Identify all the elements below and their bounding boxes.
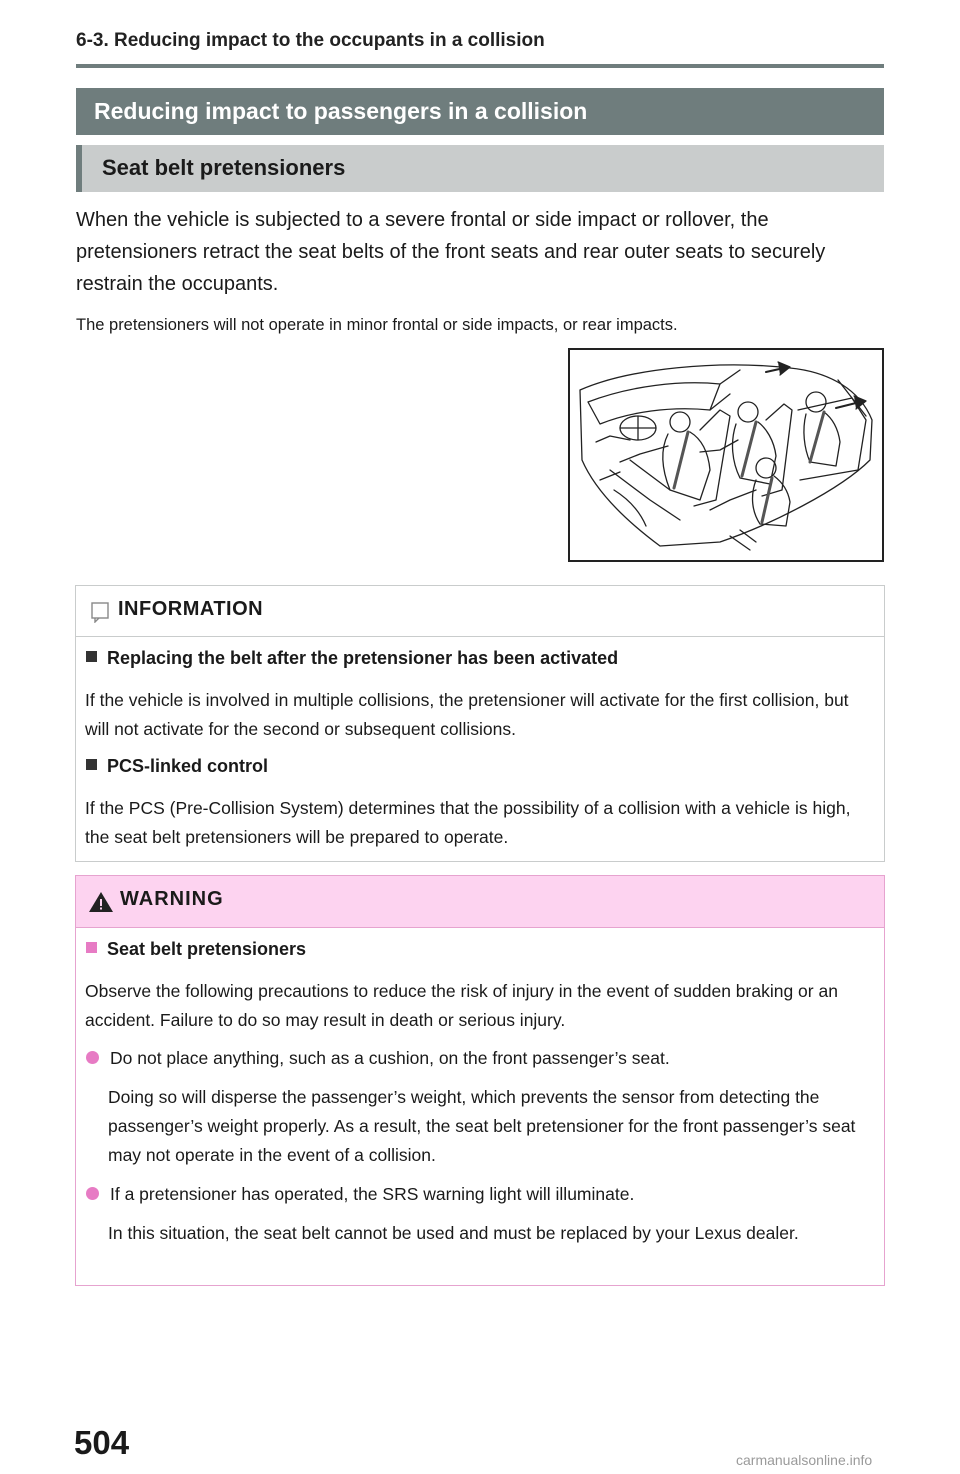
info-item-text: If the PCS (Pre-Collision System) determines that the possibility of a collision with a vehicle is high, the seat belt pretensioners will be prepared to operate. (85, 798, 851, 847)
warning-bullet-text: Do not place anything, such as a cushion, on the front passenger’s seat. (110, 1048, 670, 1068)
warning-bullet (86, 1044, 876, 1073)
warning-triangle-icon (88, 891, 114, 918)
square-bullet-icon (86, 651, 97, 662)
warning-bullet-detail: Doing so will disperse the passenger’s weight, which prevents the sensor from detecting the passenger’s weight properly. As a result, the seat belt pretensioner for the front passenger’s seat may not operate in the event of a collision. (108, 1087, 856, 1165)
note-icon (90, 601, 110, 628)
info-item-heading-text: Replacing the belt after the pretensioner has been activated (107, 648, 619, 668)
section-title: Reducing impact to passengers in a collision (76, 88, 884, 135)
watermark: carmanualsonline.info (736, 1452, 873, 1468)
car-interior-illustration (568, 348, 884, 562)
info-item-heading-text: PCS-linked control (107, 756, 269, 776)
warning-heading-text: Seat belt pretensioners (107, 939, 307, 959)
warning-bullet (86, 1180, 876, 1209)
square-bullet-icon (86, 759, 97, 770)
round-bullet-icon (86, 1051, 99, 1064)
warning-header (76, 876, 884, 928)
body-paragraph: When the vehicle is subjected to a severe frontal or side impact or rollover, the pretensioners retract the seat belts of the front seats and rear outer seats to securely restrain the occupants. (76, 209, 826, 295)
information-label: INFORMATION (118, 598, 264, 620)
info-item-heading (86, 756, 268, 777)
warning-bullet-text: If a pretensioner has operated, the SRS warning light will illuminate. (110, 1184, 635, 1204)
warning-box (75, 875, 885, 1286)
subsection-title: Seat belt pretensioners (76, 145, 884, 192)
information-box (75, 585, 885, 862)
header-rule (76, 64, 884, 68)
car-interior-occupants-illustration (570, 350, 882, 560)
round-bullet-icon (86, 1187, 99, 1200)
information-header (76, 586, 884, 637)
warning-label: WARNING (120, 888, 224, 910)
page-number: 504 (74, 1424, 130, 1461)
info-item-text: If the vehicle is involved in multiple collisions, the pretensioner will activate for the first collision, but will not activate for the second or subsequent collisions. (85, 690, 849, 739)
breadcrumb: 6-3. Reducing impact to the occupants in a collision (76, 30, 545, 51)
warning-heading (86, 939, 306, 960)
warning-intro: Observe the following precautions to reduce the risk of injury in the event of sudden braking or an accident. Failure to do so may result in death or serious injury. (85, 981, 838, 1030)
square-bullet-icon (86, 942, 97, 953)
info-item-heading (86, 648, 618, 669)
body-note: The pretensioners will not operate in minor frontal or side impacts, or rear impacts. (76, 316, 678, 334)
warning-bullet-detail: In this situation, the seat belt cannot be used and must be replaced by your Lexus dealer. (108, 1223, 799, 1243)
